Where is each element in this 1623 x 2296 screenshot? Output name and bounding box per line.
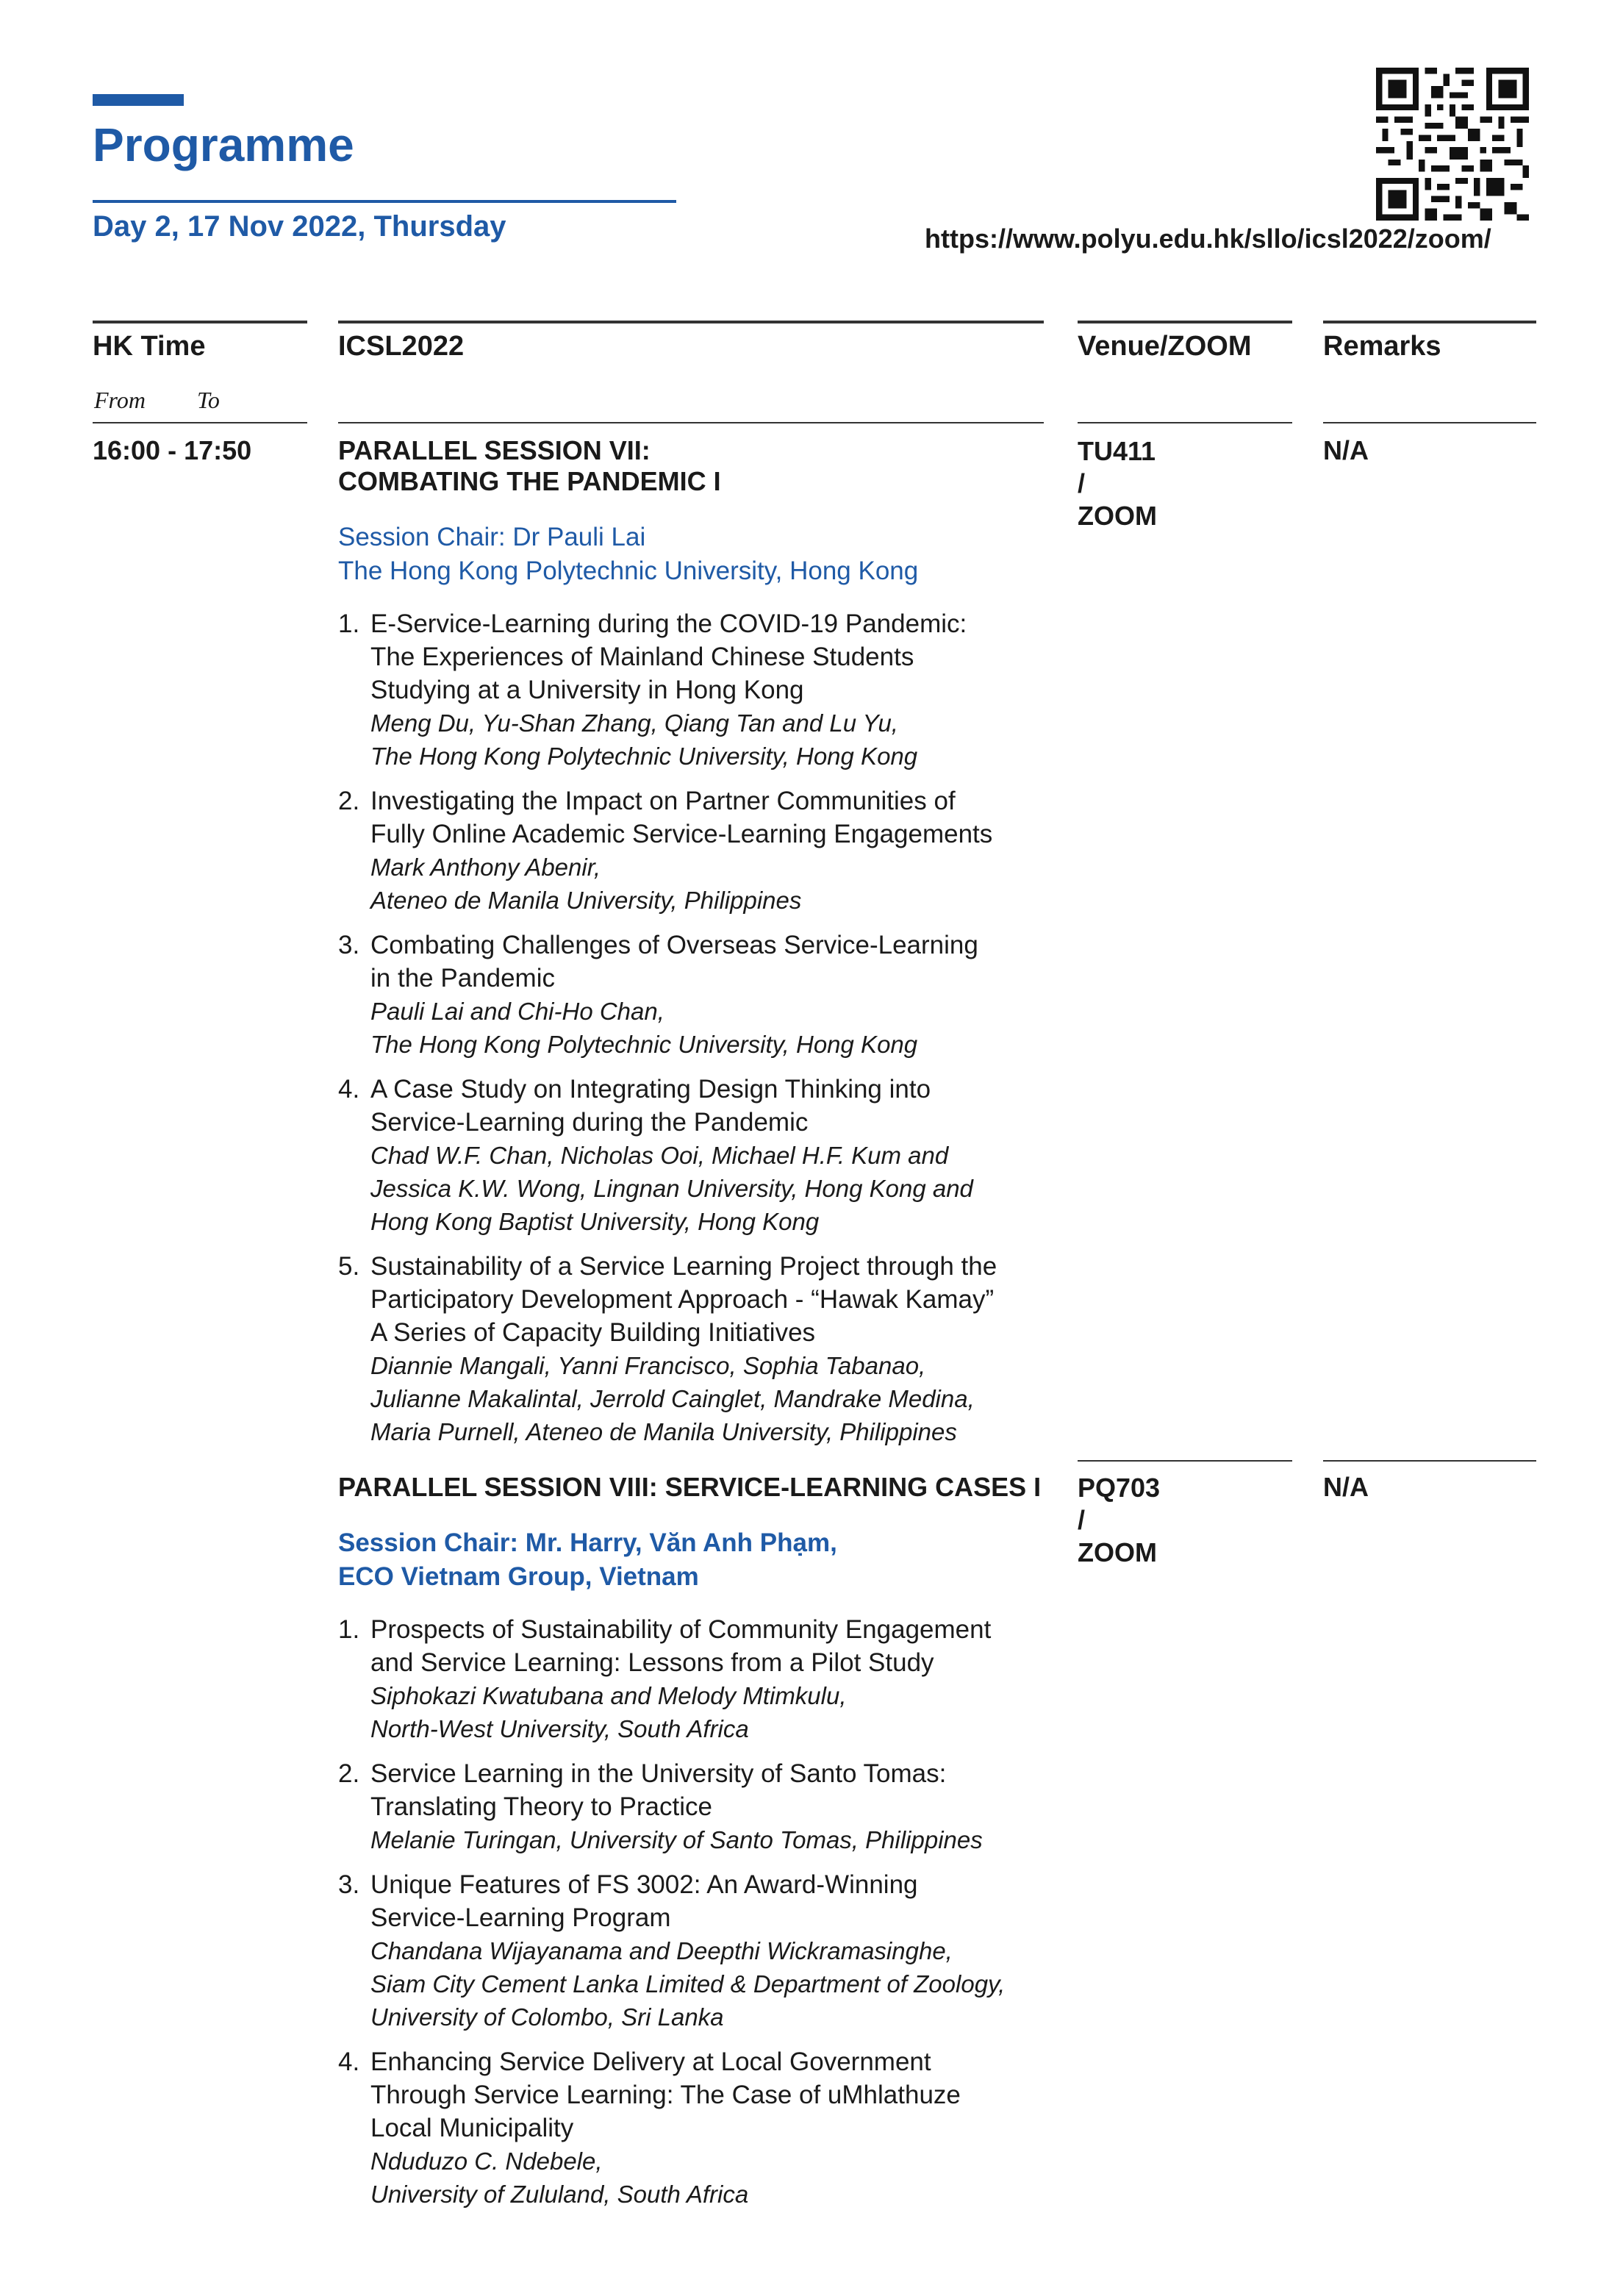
paper-authors — [370, 2145, 1044, 2211]
subheader-rule-event — [338, 422, 1044, 423]
paper-title-line: Service Learning in the University of Santo Tomas: — [370, 1759, 947, 1788]
subheader-rule-time — [93, 422, 307, 423]
col-header-event: ICSL2022 — [338, 331, 465, 362]
venue-line: / — [1078, 468, 1086, 498]
session-title-line: PARALLEL SESSION VIII: SERVICE-LEARNING CASES I — [338, 1472, 1042, 1502]
paper-title-line: A Series of Capacity Building Initiatives — [370, 1318, 816, 1347]
paper-item — [338, 1613, 1044, 1745]
paper-authors — [370, 995, 1044, 1061]
paper-title-line: Unique Features of FS 3002: An Award-Winning — [370, 1870, 918, 1899]
col-subheader-to: To — [197, 387, 220, 413]
paper-title-line: Local Municipality — [370, 2114, 574, 2142]
author-line: Mark Anthony Abenir, — [370, 854, 601, 881]
paper-title-line: Prospects of Sustainability of Community Engagement — [370, 1615, 992, 1644]
paper-title — [370, 1613, 1044, 1679]
subheader-rule-remarks — [1323, 422, 1536, 423]
venue-line: / — [1078, 1505, 1086, 1535]
author-line: Maria Purnell, Ateneo de Manila University, Philippines — [370, 1418, 957, 1445]
paper-number: 1. — [338, 1615, 360, 1644]
author-line: Chad W.F. Chan, Nicholas Ooi, Michael H.F. Kum and — [370, 1142, 949, 1169]
chair-line: Session Chair: Mr. Harry, Văn Anh Phạm, — [338, 1528, 837, 1557]
paper-number: 3. — [338, 931, 360, 959]
paper-authors — [370, 1349, 1044, 1448]
paper-authors — [370, 1679, 1044, 1745]
paper-title-line: Translating Theory to Practice — [370, 1792, 712, 1821]
author-line: Nduduzo C. Ndebele, — [370, 2147, 603, 2175]
paper-title — [370, 607, 1044, 707]
session-title — [338, 1472, 1044, 1503]
author-line: The Hong Kong Polytechnic University, Hong Kong — [370, 1031, 918, 1058]
paper-list — [338, 1613, 1044, 2211]
paper-item — [338, 1250, 1044, 1448]
paper-item — [338, 2045, 1044, 2211]
author-line: Jessica K.W. Wong, Lingnan University, Hong Kong and — [370, 1175, 973, 1202]
chair-line: The Hong Kong Polytechnic University, Hong Kong — [338, 557, 919, 585]
paper-title-line: A Case Study on Integrating Design Thinking into — [370, 1075, 931, 1104]
qr-code-icon[interactable] — [1376, 68, 1529, 221]
session-title-line: COMBATING THE PANDEMIC I — [338, 466, 721, 496]
author-line: Meng Du, Yu-Shan Zhang, Qiang Tan and Lu Yu, — [370, 709, 898, 737]
col-header-venue: Venue/ZOOM — [1078, 331, 1252, 362]
author-line: Melanie Turingan, University of Santo Tomas, Philippines — [370, 1826, 983, 1853]
accent-bar — [93, 94, 184, 106]
session-title-line: PARALLEL SESSION VII: — [338, 435, 651, 465]
session-chair — [338, 521, 1044, 588]
venue-line: ZOOM — [1078, 501, 1157, 531]
session-chair — [338, 1526, 1044, 1594]
col-header-remarks: Remarks — [1323, 331, 1441, 362]
paper-title — [370, 784, 1044, 851]
venue-line: ZOOM — [1078, 1537, 1157, 1567]
author-line: Diannie Mangali, Yanni Francisco, Sophia Tabanao, — [370, 1352, 926, 1379]
title-underline — [93, 200, 676, 203]
header-rule-time — [93, 321, 307, 323]
author-line: Siphokazi Kwatubana and Melody Mtimkulu, — [370, 1682, 847, 1709]
paper-number: 2. — [338, 1759, 360, 1788]
paper-title — [370, 2045, 1044, 2145]
paper-authors — [370, 1934, 1044, 2034]
paper-title — [370, 929, 1044, 995]
zoom-url-link[interactable]: https://www.polyu.edu.hk/sllo/icsl2022/zoom/ — [925, 223, 1491, 254]
paper-title-line: The Experiences of Mainland Chinese Students — [370, 643, 914, 671]
paper-title — [370, 1868, 1044, 1934]
author-line: University of Colombo, Sri Lanka — [370, 2003, 724, 2031]
paper-title-line: Service-Learning Program — [370, 1903, 671, 1932]
paper-title-line: E-Service-Learning during the COVID-19 Pandemic: — [370, 609, 967, 638]
venue-line: PQ703 — [1078, 1473, 1161, 1503]
session-remarks: N/A — [1323, 1472, 1369, 1502]
session-time: 16:00 - 17:50 — [93, 435, 252, 465]
paper-item — [338, 929, 1044, 1061]
paper-item — [338, 1868, 1044, 2034]
session-venue — [1078, 1472, 1160, 1569]
paper-title-line: Sustainability of a Service Learning Project through the — [370, 1252, 997, 1281]
header-rule-venue — [1078, 321, 1292, 323]
page-title: Programme — [93, 118, 354, 171]
paper-title-line: Through Service Learning: The Case of uMhlathuze — [370, 2081, 961, 2109]
paper-title — [370, 1073, 1044, 1139]
session-rule-venue — [1078, 1460, 1292, 1462]
author-line: North-West University, South Africa — [370, 1715, 749, 1742]
paper-number: 2. — [338, 787, 360, 815]
paper-number: 4. — [338, 1075, 360, 1104]
paper-title-line: Fully Online Academic Service-Learning Engagements — [370, 820, 993, 848]
author-line: Hong Kong Baptist University, Hong Kong — [370, 1208, 820, 1235]
paper-authors — [370, 707, 1044, 773]
author-line: Siam City Cement Lanka Limited & Department of Zoology, — [370, 1970, 1006, 1998]
paper-title-line: Enhancing Service Delivery at Local Government — [370, 2048, 931, 2076]
paper-item — [338, 1073, 1044, 1238]
paper-item — [338, 1757, 1044, 1856]
session-block — [338, 435, 1044, 1460]
author-line: University of Zululand, South Africa — [370, 2181, 749, 2208]
paper-title-line: in the Pandemic — [370, 964, 555, 993]
paper-number: 3. — [338, 1870, 360, 1899]
paper-authors — [370, 1823, 1044, 1856]
chair-line: ECO Vietnam Group, Vietnam — [338, 1562, 699, 1591]
author-line: Ateneo de Manila University, Philippines — [370, 887, 802, 914]
paper-title-line: and Service Learning: Lessons from a Pilot Study — [370, 1648, 934, 1677]
paper-item — [338, 607, 1044, 773]
header-rule-remarks — [1323, 321, 1536, 323]
paper-number: 5. — [338, 1252, 360, 1281]
paper-authors — [370, 1139, 1044, 1238]
paper-number: 1. — [338, 609, 360, 638]
author-line: Chandana Wijayanama and Deepthi Wickramasinghe, — [370, 1937, 953, 1964]
author-line: Pauli Lai and Chi-Ho Chan, — [370, 998, 664, 1025]
subheader-rule-venue — [1078, 422, 1292, 423]
paper-list — [338, 607, 1044, 1448]
author-line: Julianne Makalintal, Jerrold Cainglet, Mandrake Medina, — [370, 1385, 975, 1412]
paper-title-line: Participatory Development Approach - “Hawak Kamay” — [370, 1285, 995, 1314]
session-block — [338, 1472, 1044, 2222]
col-subheader-from: From — [94, 387, 146, 413]
session-venue — [1078, 435, 1157, 532]
paper-title-line: Combating Challenges of Overseas Service-Learning — [370, 931, 978, 959]
paper-title-line: Studying at a University in Hong Kong — [370, 676, 804, 704]
day-subtitle: Day 2, 17 Nov 2022, Thursday — [93, 210, 506, 243]
paper-number: 4. — [338, 2048, 360, 2076]
chair-line: Session Chair: Dr Pauli Lai — [338, 523, 646, 551]
venue-line: TU411 — [1078, 436, 1156, 466]
paper-title-line: Investigating the Impact on Partner Communities of — [370, 787, 956, 815]
header-rule-event — [338, 321, 1044, 323]
paper-authors — [370, 851, 1044, 917]
paper-item — [338, 784, 1044, 917]
session-rule-remarks — [1323, 1460, 1536, 1462]
author-line: The Hong Kong Polytechnic University, Hong Kong — [370, 743, 918, 770]
session-remarks: N/A — [1323, 435, 1369, 465]
col-header-time: HK Time — [93, 331, 206, 362]
paper-title — [370, 1757, 1044, 1823]
session-title — [338, 435, 1044, 497]
paper-title — [370, 1250, 1044, 1349]
paper-title-line: Service-Learning during the Pandemic — [370, 1108, 809, 1137]
